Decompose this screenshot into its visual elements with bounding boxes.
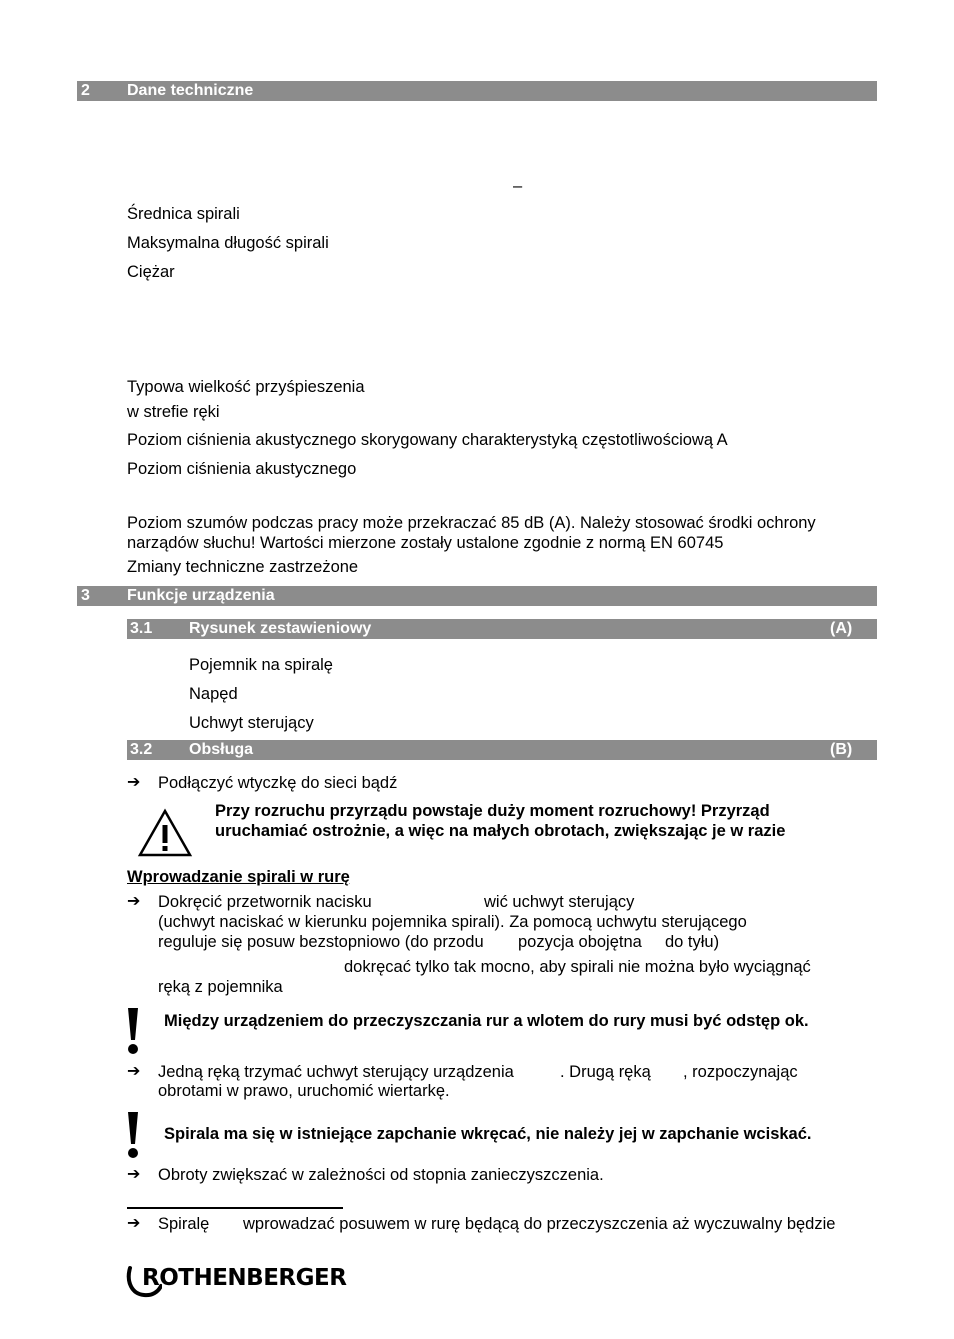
- note-line2: narządów słuchu! Wartości mierzone zostały ustalone zgodnie z normą EN 60745: [127, 534, 724, 552]
- warning-line2: uruchamiać ostrożnie, a więc na małych obrotach, zwiększając je w razie: [215, 822, 786, 840]
- noise-weighted: Poziom ciśnienia akustycznego skorygowany charakterystyką częstotliwościową A: [127, 431, 728, 449]
- subsection-header-3-2: [127, 740, 877, 760]
- vibration-line2: w strefie ręki: [127, 403, 220, 421]
- subsection-number: 3.2: [130, 741, 153, 758]
- step5-part-b: wprowadzać posuwem w rurę będącą do przeczyszczenia aż wyczuwalny będzie: [243, 1215, 836, 1233]
- step3-part-c: , rozpoczynając: [683, 1063, 798, 1081]
- arrow-right-icon: ➔: [127, 1063, 141, 1080]
- divider-line: [127, 1207, 343, 1209]
- step2-line5: ręką z pojemnika: [158, 978, 283, 996]
- subsection-number: 3.1: [130, 620, 153, 637]
- step2-line2: (uchwyt naciskać w kierunku pojemnika spirali). Za pomocą uchwytu sterującego: [158, 913, 747, 931]
- noise-level: Poziom ciśnienia akustycznego: [127, 460, 357, 478]
- subsection-title: Obsługa: [189, 741, 254, 758]
- section-number: 2: [81, 82, 90, 99]
- dash: –: [513, 177, 523, 195]
- heading-insert-spiral: Wprowadzanie spirali w rurę: [127, 868, 350, 886]
- logo-text: ROTHENBERGER: [142, 1265, 347, 1291]
- spec-max-length: Maksymalna długość spirali: [127, 234, 329, 252]
- note-line1: Poziom szumów podczas pracy może przekraczać 85 dB (A). Należy stosować środki ochrony: [127, 514, 816, 532]
- step3-part-b: . Drugą ręką: [560, 1063, 651, 1081]
- vibration-line1: Typowa wielkość przyśpieszenia: [127, 378, 365, 396]
- step3-line2: obrotami w prawo, uruchomić wiertarkę.: [158, 1082, 450, 1100]
- step2-line4: dokręcać tylko tak mocno, aby spirali nie można było wyciągnąć: [344, 958, 811, 976]
- warning-line1: Przy rozruchu przyrządu powstaje duży moment rozruchowy! Przyrząd: [215, 802, 770, 820]
- subsection-title: Rysunek zestawieniowy: [189, 620, 372, 637]
- step-plug-in: Podłączyć wtyczkę do sieci bądź: [158, 774, 398, 792]
- step5-part-a: Spiralę: [158, 1215, 210, 1233]
- arrow-right-icon: ➔: [127, 1215, 141, 1232]
- step2-part-b: wić uchwyt sterujący: [484, 893, 635, 911]
- step-increase-speed: Obroty zwiększać w zależności od stopnia zanieczyszczenia.: [158, 1166, 604, 1184]
- caution-distance: Między urządzeniem do przeczyszczania rur a wlotem do rury musi być odstęp ok.: [164, 1012, 809, 1030]
- spec-diameter: Średnica spirali: [127, 205, 240, 223]
- part-handle: Uchwyt sterujący: [189, 714, 314, 732]
- part-container: Pojemnik na spiralę: [189, 656, 333, 674]
- figure-tag: (B): [830, 741, 853, 758]
- arrow-right-icon: ➔: [127, 774, 141, 791]
- subsection-header-3-1: [127, 619, 877, 639]
- step3-part-a: Jedną ręką trzymać uchwyt sterujący urządzenia: [158, 1063, 514, 1081]
- exclamation-icon: [125, 1006, 141, 1056]
- step2-line3a: reguluje się posuw bezstopniowo (do przodu: [158, 933, 484, 951]
- section-title: Dane techniczne: [127, 82, 254, 99]
- warning-triangle-icon: [137, 808, 193, 858]
- section-header-2: [77, 81, 877, 101]
- step2-line3c: do tyłu): [665, 933, 720, 951]
- exclamation-icon: [125, 1110, 141, 1160]
- rothenberger-logo: [126, 1262, 366, 1302]
- section-number: 3: [81, 587, 90, 604]
- figure-tag: (A): [830, 620, 853, 637]
- part-drive: Napęd: [189, 685, 238, 703]
- arrow-right-icon: ➔: [127, 893, 141, 910]
- caution-screw-in: Spirala ma się w istniejące zapchanie wkręcać, nie należy jej w zapchanie wciskać.: [164, 1125, 812, 1143]
- section-title: Funkcje urządzenia: [127, 587, 275, 604]
- step2-line3b: pozycja obojętna: [518, 933, 642, 951]
- note-line3: Zmiany techniczne zastrzeżone: [127, 558, 359, 576]
- step2-part-a: Dokręcić przetwornik nacisku: [158, 893, 372, 911]
- arrow-right-icon: ➔: [127, 1166, 141, 1183]
- section-header-3: [77, 586, 877, 606]
- spec-weight: Ciężar: [127, 263, 175, 281]
